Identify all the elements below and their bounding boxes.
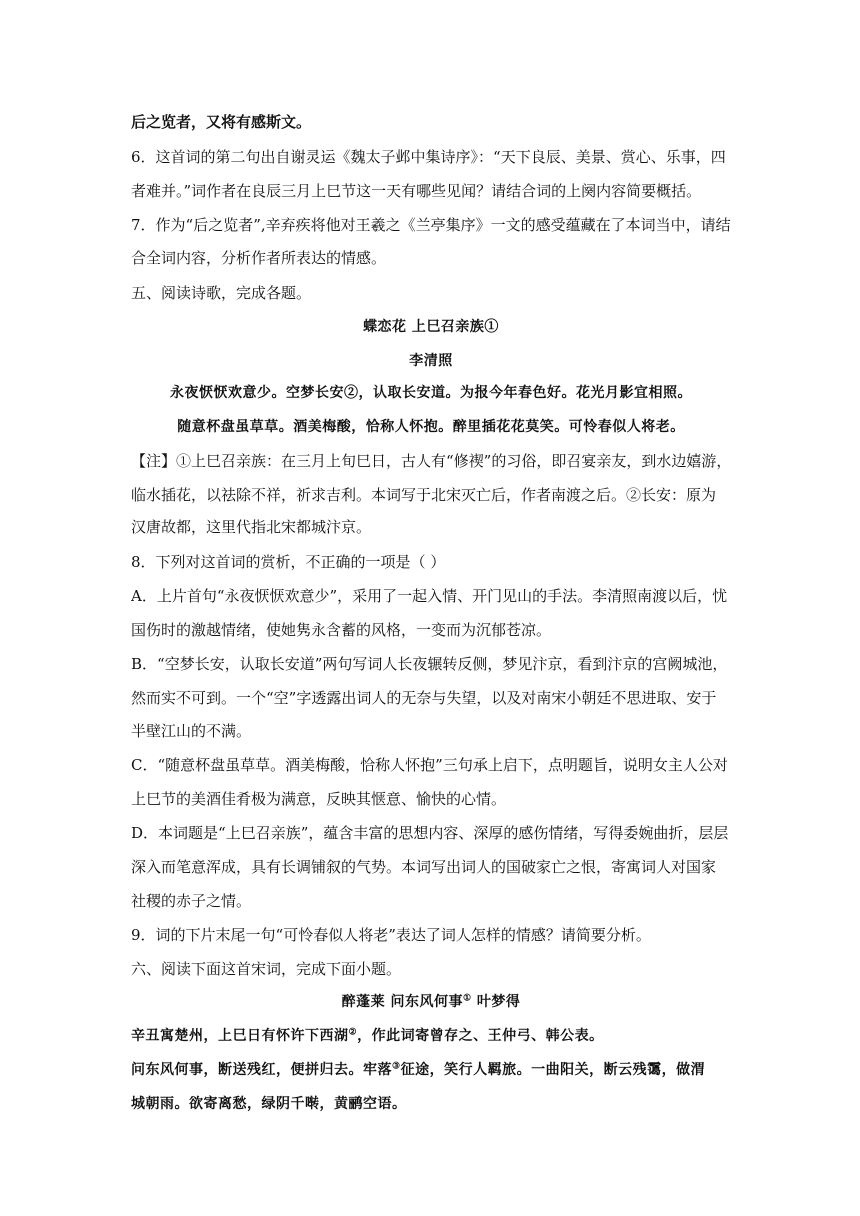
option-d-line-1: D．本词题是“上巳召亲族”，蕴含丰富的思想内容、深厚的感伤情绪，写得委婉曲折，层层 <box>131 824 729 842</box>
poem-2-preface <box>131 1026 731 1046</box>
option-d-line-3: 社稷的赤子之情。 <box>131 892 252 910</box>
preface-text-b: ，作此词寄曾存之、王仲弓、韩公表。 <box>357 1028 604 1044</box>
note-line-2: 临水插花，以祛除不祥，祈求吉利。本词写于北宋灭亡后，作者南渡之后。②长安：原为 <box>131 486 717 504</box>
option-b-line-2: 然而实不可到。一个“空”字透露出词人的无奈与失望，以及对南宋小朝廷不思进取、安于 <box>131 689 717 707</box>
footnote-marker: ① <box>462 993 472 1004</box>
option-a-line-2: 国伤时的激越情绪，使她隽永含蓄的风格，一变而为沉郁苍凉。 <box>131 621 552 639</box>
poem-2-line-1 <box>131 1060 731 1080</box>
poem-2-title <box>131 992 731 1012</box>
question-6-line-2: 者难并。”词作者在良辰三月上巳节这一天有哪些见闻？请结合词的上阕内容简要概括。 <box>131 182 702 200</box>
question-9: 9．词的下片末尾一句“可怜春似人将老”表达了词人怎样的情感？请简要分析。 <box>131 926 651 944</box>
poem-1-author: 李清照 <box>409 353 453 369</box>
option-b-line-1: B．“空梦长安，认取长安道”两句写词人长夜辗转反侧，梦见汴京，看到汴京的宫阙城池， <box>131 655 728 673</box>
poem-2-author: 叶梦得 <box>471 994 521 1010</box>
option-c-line-1: C．“随意杯盘虽草草。酒美梅酸，恰称人怀抱”三句承上启下，点明题旨，说明女主人公对 <box>131 756 728 774</box>
poem-1-title: 蝶恋花 上巳召亲族① <box>363 319 499 335</box>
question-7-line-2: 合全词内容，分析作者所表达的情感。 <box>131 249 387 267</box>
question-7-line-1: 7．作为“后之览者”,辛弃疾将他对王羲之《兰亭集序》一文的感受蕴藏在了本词当中，请结 <box>131 216 731 234</box>
question-8-stem: 8．下列对这首词的赏析，不正确的一项是（ ） <box>131 553 446 571</box>
question-6-line-1: 6．这首词的第二句出自谢灵运《魏太子邺中集诗序》：“天下良辰、美景、赏心、乐事，四 <box>131 148 726 166</box>
poem-1-line-1: 永夜恹恹欢意少。空梦长安②，认取长安道。为报今年春色好。花光月影宜相照。 <box>170 385 692 401</box>
poem-1-line-2: 随意杯盘虽草草。酒美梅酸，恰称人怀抱。醉里插花花莫笑。可怜春似人将老。 <box>177 419 685 435</box>
footnote-marker: ② <box>348 1027 358 1038</box>
section-5-heading: 五、阅读诗歌，完成各题。 <box>131 284 312 302</box>
option-b-line-3: 半壁江山的不满。 <box>131 722 252 740</box>
poem-2-line-1-a: 问东风何事，断送残红，便拼归去。牢落 <box>131 1062 392 1078</box>
option-a-line-1: A．上片首句“永夜恹恹欢意少”，采用了一起入情、开门见山的手法。李清照南渡以后，忧 <box>131 587 728 605</box>
poem-2-line-2: 城朝雨。欲寄离愁，绿阴千啭，黄鹂空语。 <box>131 1096 407 1112</box>
option-c-line-2: 上巳节的美酒佳肴极为满意，反映其惬意、愉快的心情。 <box>131 790 507 808</box>
text-line: 后之览者，又将有感斯文。 <box>131 113 312 131</box>
poem-2-line-1-b: 征途，笑行人羁旅。一曲阳关，断云残霭，做渭 <box>400 1062 706 1078</box>
note-line-3: 汉唐故都，这里代指北宋都城汴京。 <box>131 518 372 536</box>
section-6-heading: 六、阅读下面这首宋词，完成下面小题。 <box>131 960 402 978</box>
footnote-marker: ③ <box>392 1061 401 1072</box>
poem-2-title-text: 醉蓬莱 问东风何事 <box>341 994 463 1010</box>
option-d-line-2: 深入而笔意浑成，具有长调铺叙的气势。本词写出词人的国破家亡之恨，寄寓词人对国家 <box>131 858 717 876</box>
preface-text-a: 辛丑寓楚州，上巳日有怀许下西湖 <box>131 1028 349 1044</box>
note-line-1: 【注】①上巳召亲族：在三月上旬巳日，古人有“修禊”的习俗，即召宴亲友，到水边嬉游， <box>131 452 731 470</box>
